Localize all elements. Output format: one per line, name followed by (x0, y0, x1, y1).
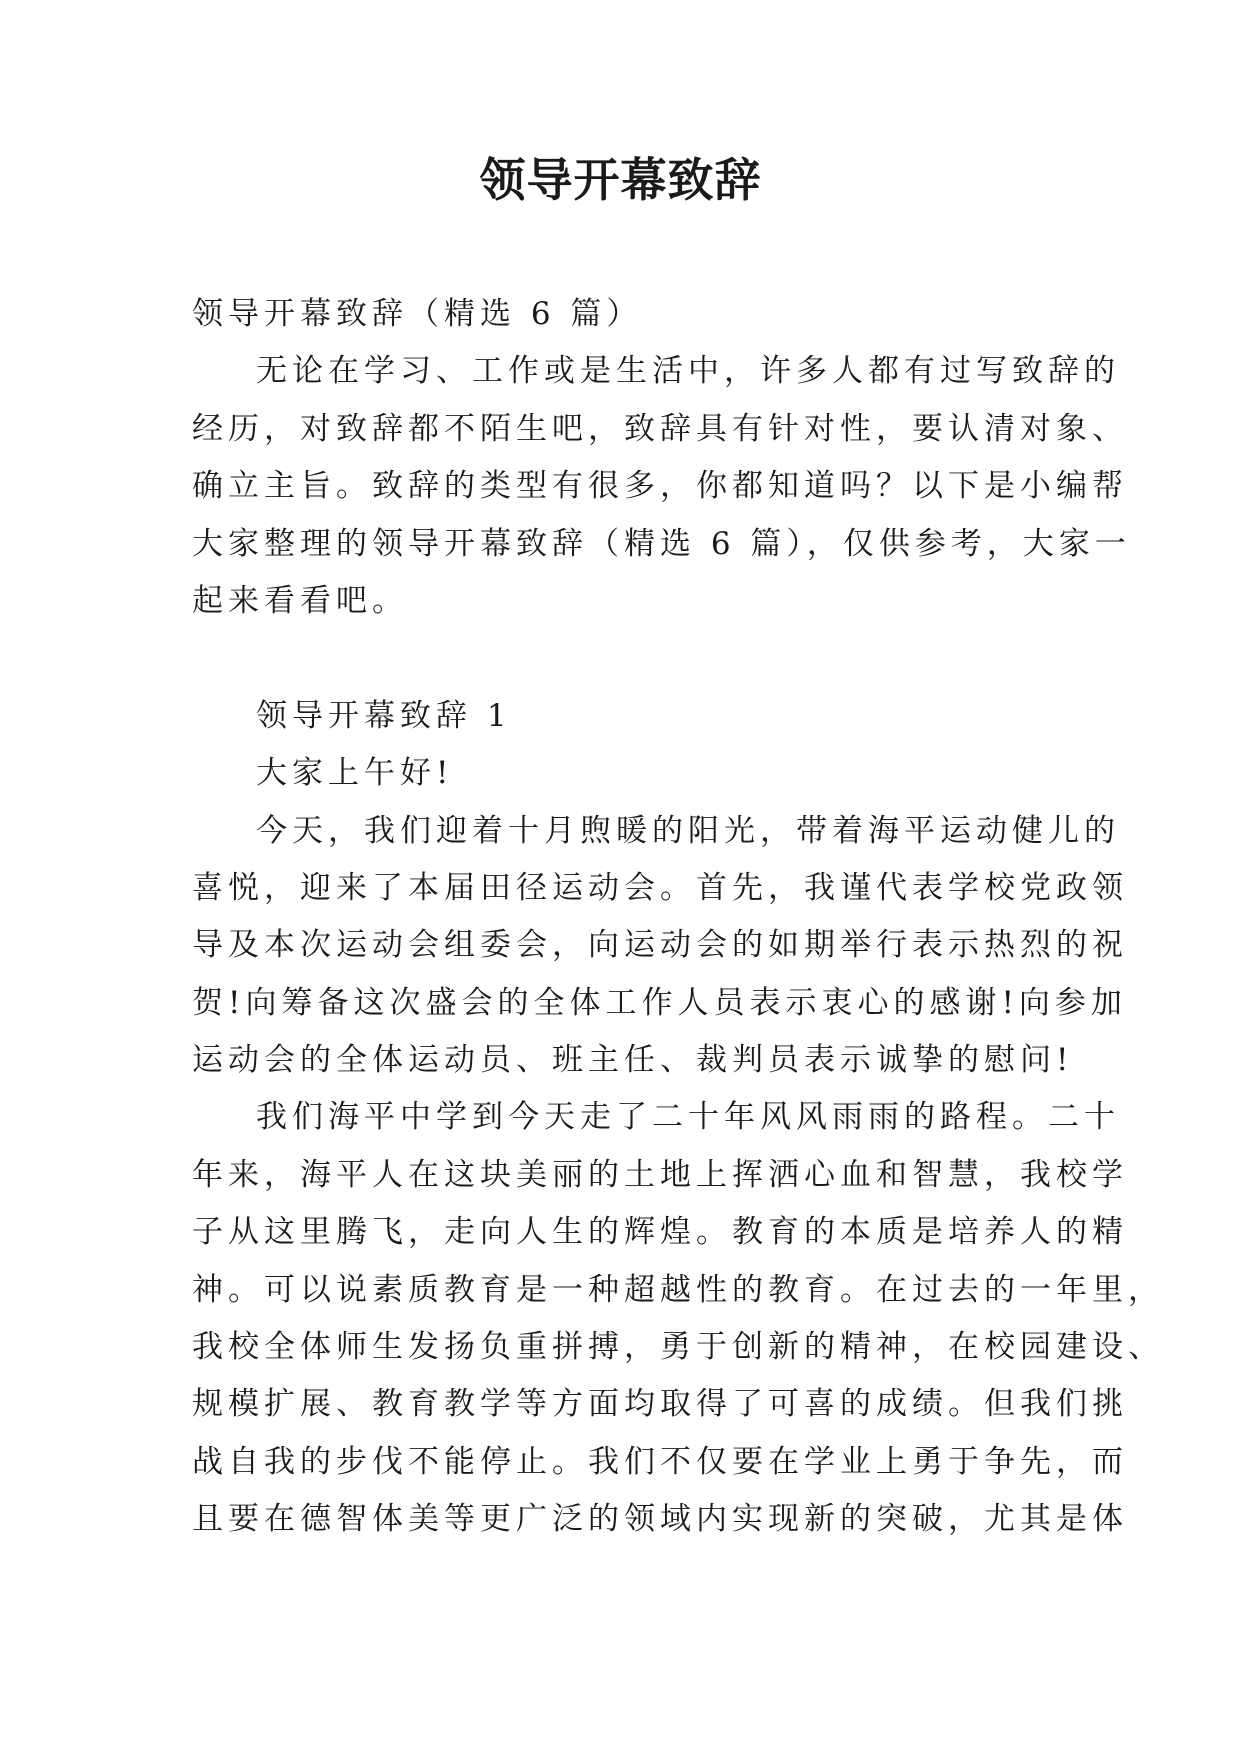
paragraph-line: 确立主旨。致辞的类型有很多，你都知道吗？以下是小编帮 (192, 468, 1128, 505)
document-body (192, 286, 1164, 1549)
paragraph-line: 神。可以说素质教育是一种超越性的教育。在过去的一年里， (192, 1271, 1164, 1308)
paragraph-line: 子从这里腾飞，走向人生的辉煌。教育的本质是培养人的精 (192, 1214, 1128, 1251)
paragraph-line: 今天，我们迎着十月煦暖的阳光，带着海平运动健儿的 (256, 812, 1120, 849)
paragraph-line: 贺!向筹备这次盛会的全体工作人员表示衷心的感谢!向参加 (192, 984, 1127, 1021)
paragraph-line: 我校全体师生发扬负重拼搏，勇于创新的精神，在校园建设、 (192, 1329, 1164, 1366)
paragraph-line: 我们海平中学到今天走了二十年风风雨雨的路程。二十 (256, 1099, 1120, 1136)
paragraph-line: 起来看看吧。 (192, 582, 408, 619)
document-subtitle: 领导开幕致辞（精选 6 篇） (192, 296, 643, 332)
paragraph-line: 大家整理的领导开幕致辞（精选 6 篇），仅供参考，大家一 (192, 525, 1131, 562)
greeting: 大家上午好! (256, 755, 454, 792)
paragraph-line: 战自我的步伐不能停止。我们不仅要在学业上勇于争先，而 (192, 1443, 1128, 1480)
paragraph-line: 经历，对致辞都不陌生吧，致辞具有针对性，要认清对象、 (192, 410, 1128, 447)
paragraph-line: 运动会的全体运动员、班主任、裁判员表示诚挚的慰问! (192, 1042, 1074, 1079)
intro-paragraph (192, 343, 1131, 630)
paragraph-2 (192, 1089, 1164, 1548)
paragraph-line: 且要在德智体美等更广泛的领域内实现新的突破，尤其是体 (192, 1501, 1128, 1538)
blank-line (192, 630, 1052, 687)
section-heading: 领导开幕致辞 1 (256, 697, 512, 734)
paragraph-line: 喜悦，迎来了本届田径运动会。首先，我谨代表学校党政领 (192, 869, 1128, 906)
paragraph-line: 规模扩展、教育教学等方面均取得了可喜的成绩。但我们挑 (192, 1386, 1128, 1423)
paragraph-line: 无论在学习、工作或是生活中，许多人都有过写致辞的 (256, 353, 1120, 390)
paragraph-line: 年来，海平人在这块美丽的土地上挥洒心血和智慧，我校学 (192, 1156, 1128, 1193)
paragraph-line: 导及本次运动会组委会，向运动会的如期举行表示热烈的祝 (192, 927, 1128, 964)
document-title: 领导开幕致辞 (479, 153, 762, 207)
paragraph-1 (192, 803, 1128, 1090)
